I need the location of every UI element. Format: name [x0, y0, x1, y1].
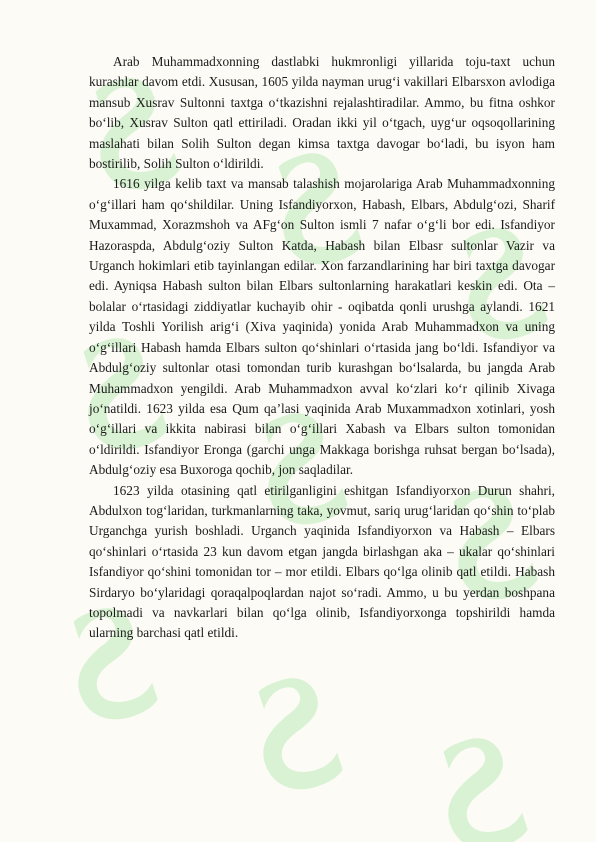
paragraph-2: 1616 yilga kelib taxt va mansab talashish mojarolariga Arab Muhammadxonning o‘g‘illari ham qo‘shildilar. Uning Isfandiyorxon, Habash, Elbars, Abdulg‘ozi, Sharif Muxammad, Xorazmshoh va AFg‘on Sulton ismli 7 nafar o‘g‘li bor edi. Isfandiyor Hazoraspda, Abdulg‘oziy Sulton Katda, Habash bilan Elbasr sultonlar Vazir va Urganch hokimlari etib tayinlangan edilar. Xon farzandlarining har biri taxtga davogar edi. Ayniqsa Habash sulton bilan Elbars sultonlarning harakatlari keskin edi. Ota – bolalar o‘rtasidagi ziddiyatlar kuchayib ohir - oqibatda qonli urushga aylandi. 1621 yilda Toshli Yorilish arig‘i (Xiva yaqinida) yonida Arab Muhammadxon va uning o‘g‘illari Habash hamda Elbars sulton qo‘shinlari o‘rtasida jang bo‘ldi. Isfandiyor va Abdulg‘oziy sultonlar otasi tomondan turib kurashgan bo‘lsalarda, bu jangda Arab Muhammadxon yengildi. Arab Muhammadxon avval ko‘zlari ko‘r qilinib Xivaga jo‘natildi. 1623 yilda esa Qum qa’lasi yaqinida Arab Muxammadxon xotinlari, yosh o‘g‘illari va ikkita nabirasi bilan o‘g‘illari Xabash va Elbars sulton tomonidan o‘ldirildi. Isfandiyor Eronga (garchi unga Makkaga borishga ruhsat bergan bo‘lsada), Abdulg‘oziy esa Buxoroga qochib, jon saqladilar.: [89, 176, 555, 478]
paragraph-1: Arab Muhammadxonning dastlabki hukmronligi yillarida toju-taxt uchun kurashlar davom etdi. Xususan, 1605 yilda nayman urug‘i vakillari Elbarsxon avlodiga mansub Xusrav Sultonni taxtga o‘tkazishni rejalashtiradilar. Ammo, bu fitna oshkor bo‘lib, Xusrav Sulton qatl ettiriladi. Oradan ikki yil o‘tgach, uyg‘ur oqsoqollarining maslahati bilan Solih Sulton degan kimsa taxtga davogar bo‘ladi, bu isyon ham bostirilib, Solih Sulton o‘ldirildi.: [89, 54, 555, 172]
paragraph-3: 1623 yilda otasining qatl etirilganligini eshitgan Isfandiyorxon Durun shahri, Abdulxon tog‘laridan, turkmanlarning taka, yovmut, sariq urug‘laridan qo‘shin to‘plab Urganchga yurish boshladi. Urganch yaqinida Isfandiyorxon va Habash – Elbars qo‘shinlari o‘rtasida 23 kun davom etgan jangda birlashgan aka – ukalar qo‘shinlari Isfandiyor qo‘shini tomonidan tor – mor etildi. Elbars qo‘lga olinib qatl etildi. Habash Sirdaryo bo‘ylaridagi qoraqalpoqlardan najot so‘radi. Ammo, u bu yerdan boshpana topolmadi va navkarlari bilan qo‘lga olinib, Isfandiyorxonga topshirildi hamda ularning barchasi qatl etildi.: [89, 482, 555, 641]
body-text: [89, 52, 555, 644]
